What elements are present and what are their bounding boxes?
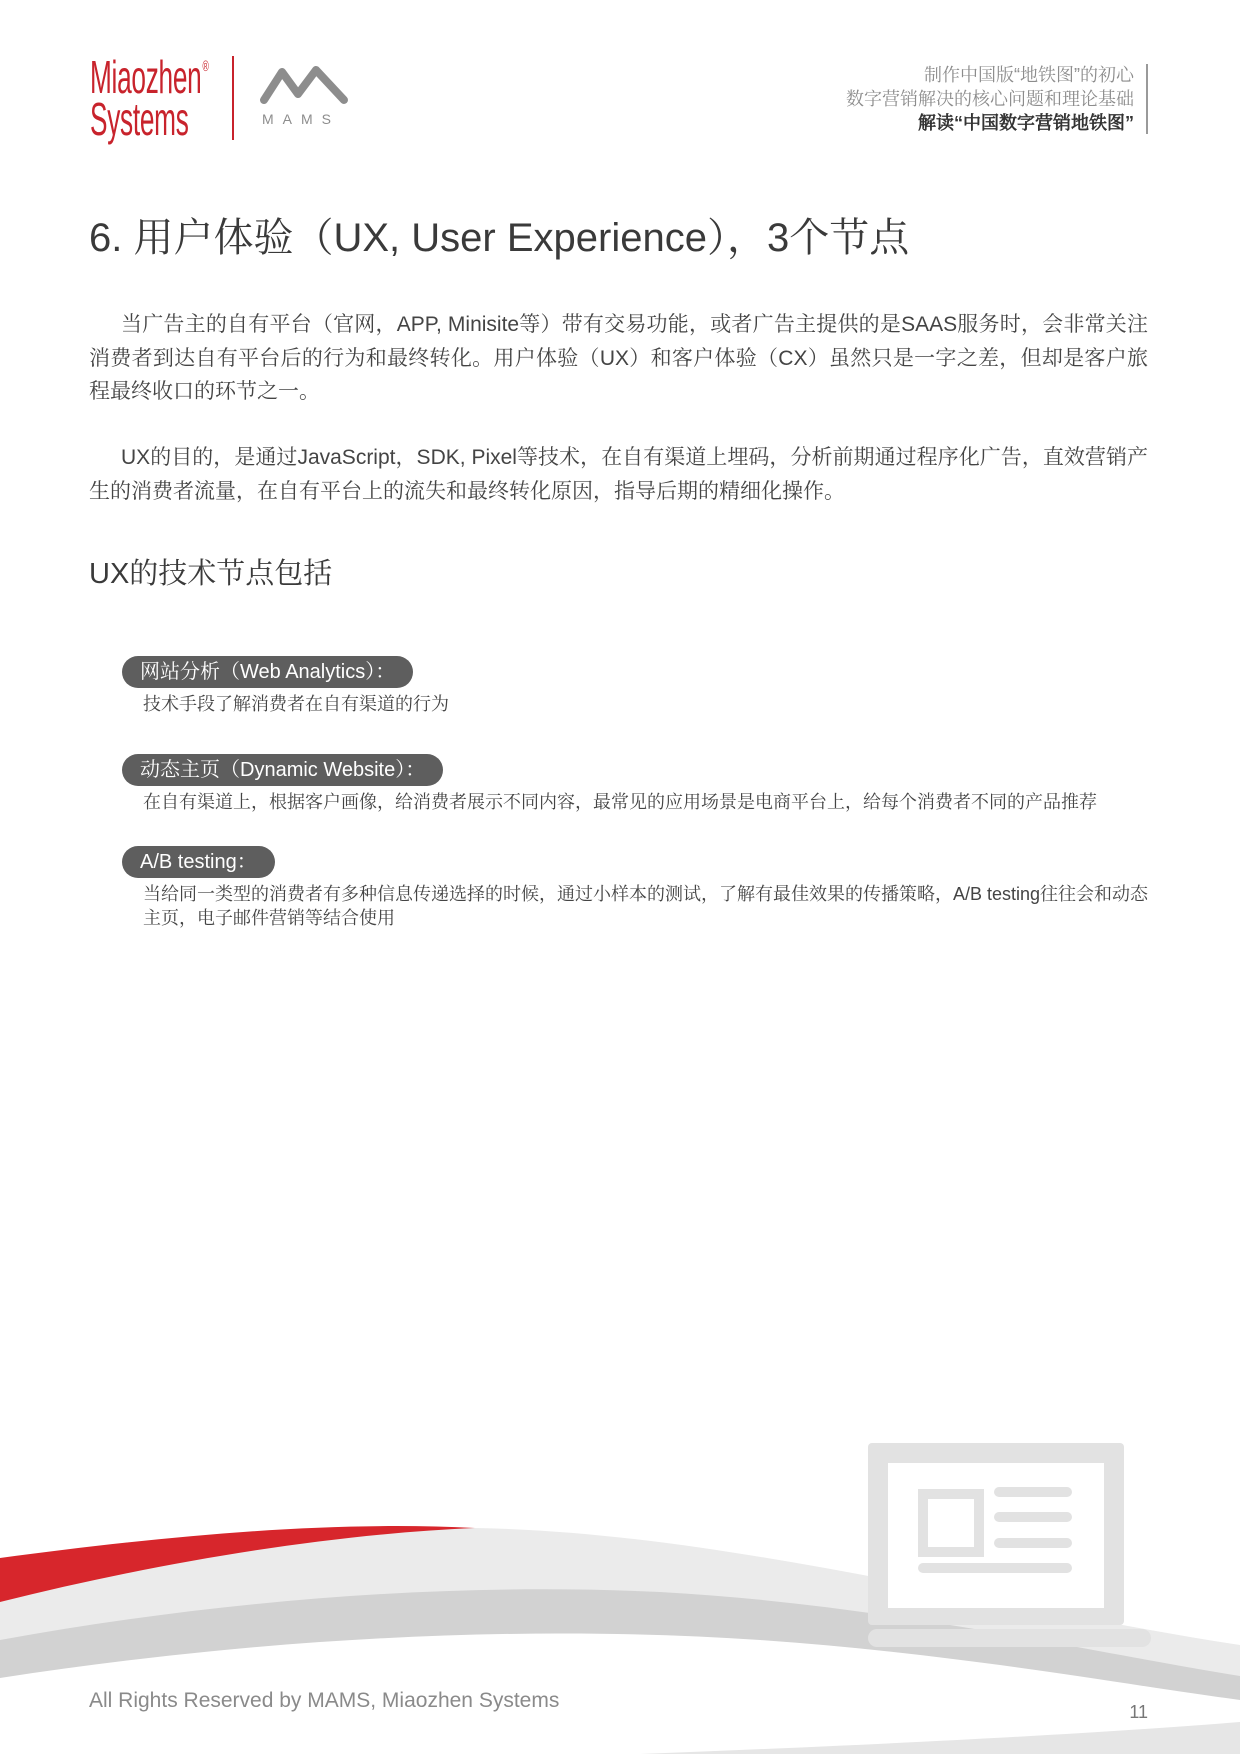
running-head-current: 解读“中国数字营销地铁图” [918, 113, 1134, 133]
screen-text-line [994, 1538, 1072, 1548]
node-description-ab-testing: 当给同一类型的消费者有多种信息传递选择的时候，通过小样本的测试，了解有最佳效果的传播策略，A/B testing往往会和动态主页，电子邮件营销等结合使用 [143, 884, 1149, 928]
document-screen-icon [868, 1443, 1151, 1647]
running-head-1: 制作中国版“地铁图”的初心 [924, 65, 1134, 85]
section-title: 6. 用户体验（UX, User Experience），3个节点 [89, 216, 910, 260]
mams-logo-text: MAMS [262, 111, 340, 127]
screen-base [868, 1629, 1151, 1647]
page-number: 11 [1129, 1702, 1148, 1722]
screen-text-line [994, 1487, 1072, 1497]
logo-word-systems: Systems [90, 93, 189, 145]
subheading: UX的技术节点包括 [89, 558, 333, 590]
running-head-bar [1146, 64, 1148, 134]
node-pill-dynamic-website: 动态主页（Dynamic Website）： [122, 754, 443, 786]
logo-word-miaozhen: Miaozhen [90, 51, 202, 103]
node-description-dynamic-website: 在自有渠道上，根据客户画像，给消费者展示不同内容，最常见的应用场景是电商平台上，给每个消费者不同的产品推荐 [143, 792, 1097, 812]
body-paragraph-1: 当广告主的自有平台（官网，APP, Minisite等）带有交易功能，或者广告主提供的是SAAS服务时，会非常关注消费者到达自有平台后的行为和最终转化。用户体验（UX）和客户体验（CX）虽然只是一字之差，但却是客户旅程最终收口的环节之一。 [89, 313, 1148, 403]
node-pill-web-analytics: 网站分析（Web Analytics）： [122, 656, 413, 688]
running-head-2: 数字营销解决的核心问题和理论基础 [846, 89, 1134, 109]
screen-text-line [994, 1512, 1072, 1522]
screen-text-line [918, 1563, 1072, 1573]
registered-mark: ® [202, 58, 209, 75]
miaozhen-systems-logo [90, 46, 210, 145]
running-heads [846, 63, 1134, 135]
mams-peaks-icon [258, 62, 350, 108]
logo-divider [232, 56, 234, 140]
node-pill-ab-testing: A/B testing： [122, 846, 275, 878]
body-paragraph-2: UX的目的，是通过JavaScript，SDK, Pixel等技术，在自有渠道上埋码，分析前期通过程序化广告，直效营销产生的消费者流量，在自有平台上的流失和最终转化原因，指导后期的精细化操作。 [89, 446, 1148, 503]
node-description-web-analytics: 技术手段了解消费者在自有渠道的行为 [143, 694, 449, 714]
logo-line-1 [90, 46, 210, 103]
copyright-text: All Rights Reserved by MAMS, Miaozhen Systems [89, 1689, 560, 1712]
